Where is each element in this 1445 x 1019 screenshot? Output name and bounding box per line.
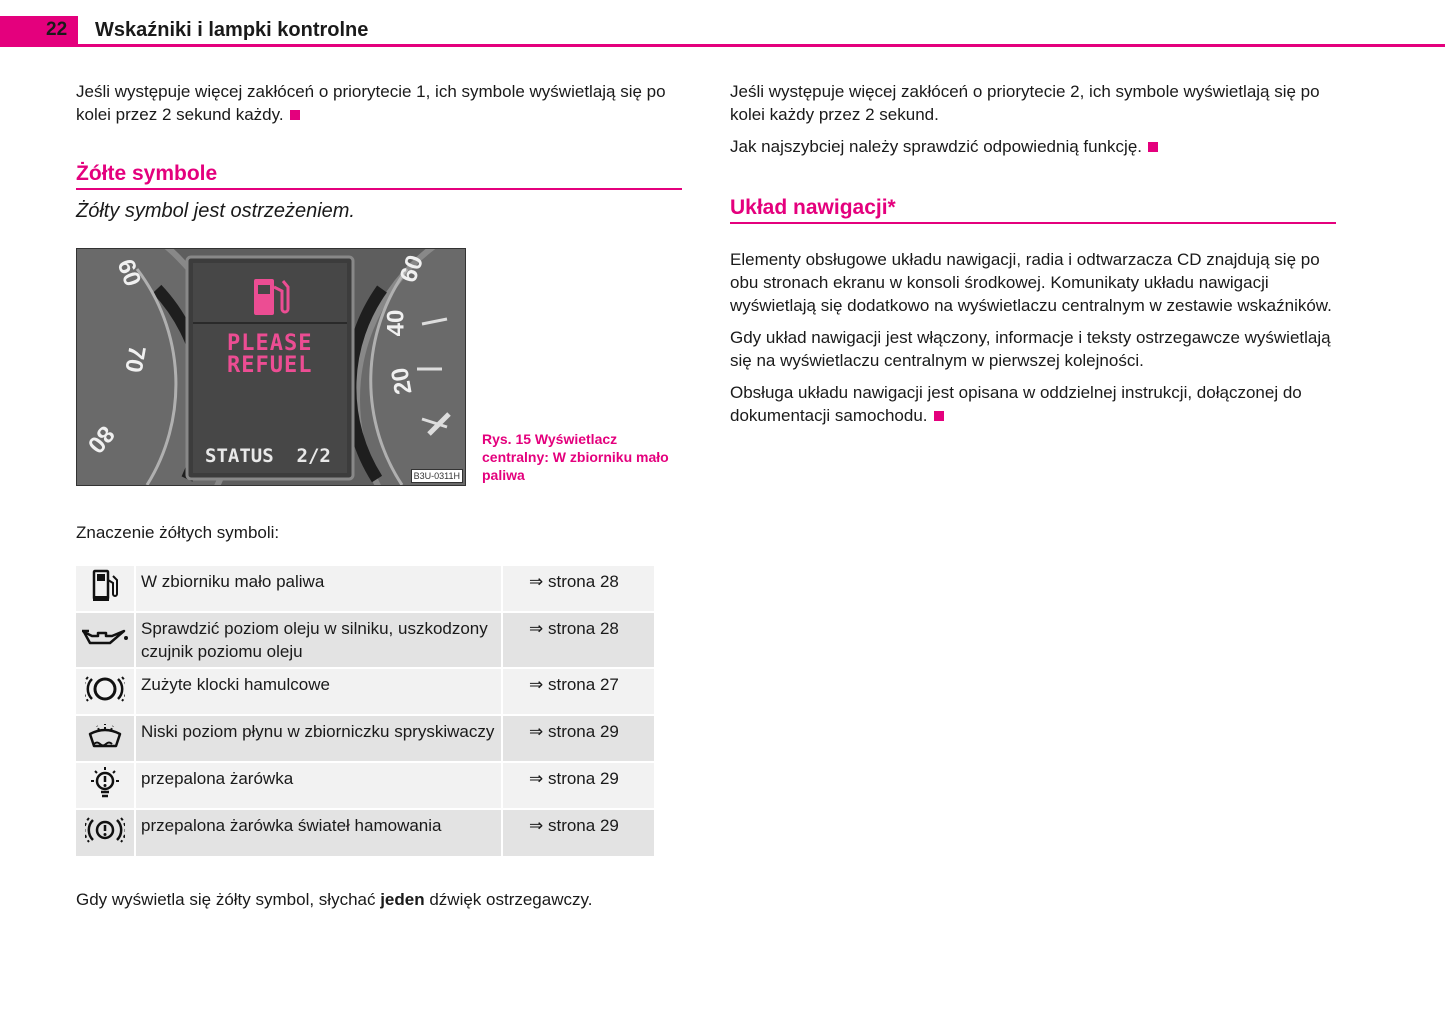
icon-cell [76,762,135,809]
end-mark-icon [290,110,300,120]
symbol-description: Zużyte klocki hamulcowe [135,668,502,715]
symbol-description: przepalona żarówka [135,762,502,809]
display-text-line1: PLEASE [227,331,313,356]
table-row [76,565,654,612]
display-text-line2: REFUEL [227,353,313,378]
bulb-failure-icon [87,766,123,800]
section-heading-navigation: Układ nawigacji* [730,196,1336,224]
header-rule [0,44,1445,47]
figure-code: B3U-0311H [411,469,463,483]
nav-paragraph-2: Gdy układ nawigacji jest włączony, informacje i teksty ostrzegawcze wyświetlają się na wyświetlaczu centralnym w pierwszej kolejności. [730,328,1331,370]
final-note: Gdy wyświetla się żółty symbol, słychać jeden dźwięk ostrzegawczy. [76,890,593,909]
left-column [76,80,682,135]
page-title: Wskaźniki i lampki kontrolne [95,19,369,41]
nav-paragraph-1: Elementy obsługowe układu nawigacji, radia i odtwarzacza CD znajdują się po obu stronach ekranu w konsoli środkowej. Komunikaty układu nawigacji wyświetlają się dodatkowo na wyświetlaczu centralnym w zestawie wskaźników. [730,250,1332,315]
page-reference-link[interactable]: ⇒ strona 29 [502,809,654,856]
brake-light-icon [85,814,125,846]
section-navigation [730,196,1336,224]
table-row [76,762,654,809]
gauge-label-left-60: 60 [111,255,147,290]
icon-cell [76,668,135,715]
page-reference-link[interactable]: ⇒ strona 29 [502,762,654,809]
end-mark-icon [1148,142,1158,152]
table-row [76,668,654,715]
gauge-label-left-80: 80 [81,420,120,459]
icon-cell [76,715,135,762]
section-heading-yellow-symbols: Żółte symbole [76,162,682,190]
symbol-description: przepalona żarówka świateł hamowania [135,809,502,856]
page-reference-link[interactable]: ⇒ strona 29 [502,715,654,762]
gauge-label-right-60: 60 [394,251,430,286]
page-number: 22 [46,19,68,40]
oil-can-icon [80,624,130,650]
dashboard-figure [76,248,466,486]
nav-paragraph-3: Obsługa układu nawigacji jest opisana w oddzielnej instrukcji, dołączonej do dokumentacji samochodu. [730,383,1302,425]
priority2-paragraph: Jeśli występuje więcej zakłóceń o priorytecie 2, ich symbole wyświetlają się po kolei każdy przez 2 sekund. [730,82,1320,124]
icon-cell [76,809,135,856]
symbol-description: W zbiorniku mało paliwa [135,565,502,612]
symbol-description: Niski poziom płynu w zbiorniczku spryskiwaczy [135,715,502,762]
table-row [76,809,654,856]
table-row [76,715,654,762]
gauge-label-left-70: 70 [119,343,151,375]
display-status: STATUS 2/2 [205,445,331,467]
symbol-description: Sprawdzić poziom oleju w silniku, uszkodzony czujnik poziomu oleju [135,612,502,668]
right-column [730,80,1336,167]
gauge-label-right-20: 20 [386,365,418,397]
section-yellow [76,162,682,223]
page-reference-link[interactable]: ⇒ strona 28 [502,565,654,612]
intro-paragraph: Jeśli występuje więcej zakłóceń o priorytecie 1, ich symbole wyświetlają się po kolei przez 2 sekund każdy. [76,82,666,124]
icon-cell [76,565,135,612]
table-intro: Znaczenie żółtych symboli: [76,523,280,542]
navigation-text [730,248,1336,436]
end-mark-icon [934,411,944,421]
emphasis-word: jeden [380,890,425,909]
page-reference-link[interactable]: ⇒ strona 27 [502,668,654,715]
icon-cell [76,612,135,668]
figure-caption: Rys. 15 Wyświetlacz centralny: W zbiorniku mało paliwa [482,431,669,483]
section-lead: Żółty symbol jest ostrzeżeniem. [76,200,355,222]
washer-fluid-icon [85,720,125,752]
table-row [76,612,654,668]
gauge-label-right-40: 40 [382,309,410,337]
symbols-table [76,564,654,856]
brake-pads-icon [85,673,125,705]
page-reference-link[interactable]: ⇒ strona 28 [502,612,654,668]
fuel-pump-icon [88,568,122,604]
check-function-paragraph: Jak najszybciej należy sprawdzić odpowiednią funkcję. [730,135,1336,158]
